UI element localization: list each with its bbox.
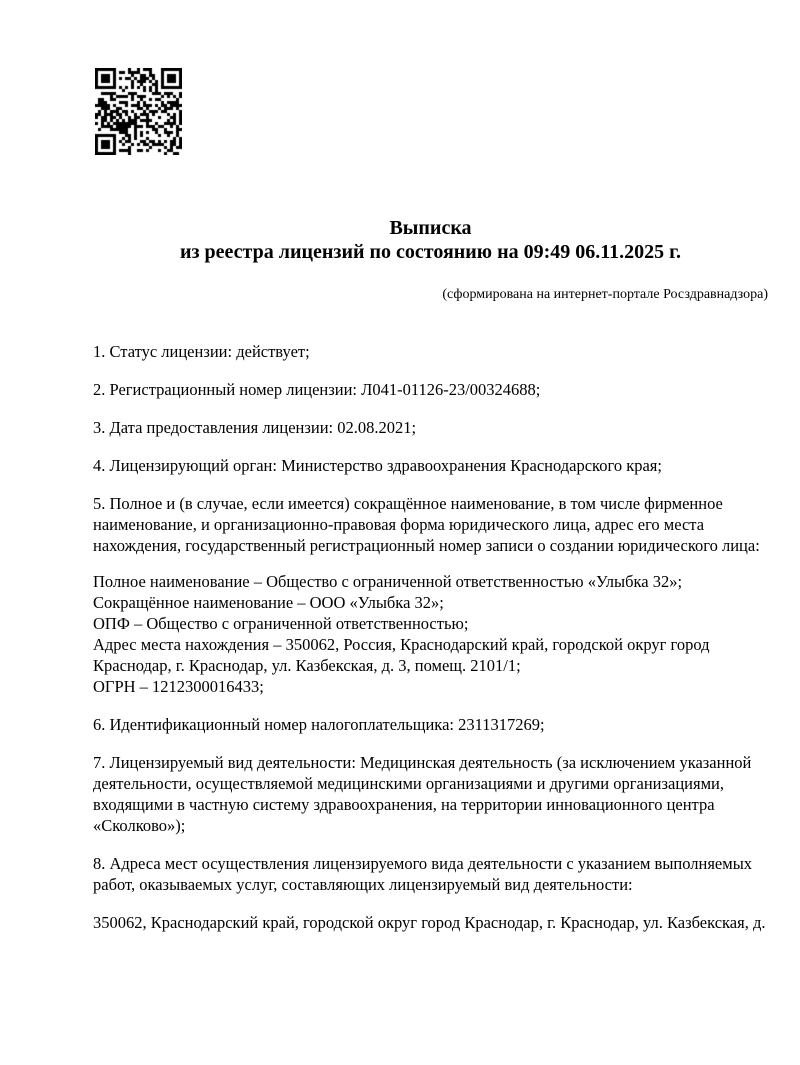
document-title <box>93 216 768 264</box>
org-address: Адрес места нахождения – 350062, Россия, Краснодарский край, городской округ город Краснодар, г. Краснодар, ул. Казбекская, д. 3, помещ. 2101/1; <box>93 635 710 675</box>
license-status: 1. Статус лицензии: действует; <box>93 342 310 361</box>
title-line-2: из реестра лицензий по состоянию на 09:49 06.11.2025 г. <box>179 241 681 263</box>
document-content <box>93 216 768 933</box>
qr-code <box>95 68 182 155</box>
title-line-1: Выписка <box>389 217 472 239</box>
licensed-activity: 7. Лицензируемый вид деятельности: Медицинская деятельность (за исключением указанной деятельности, осуществляемой медицинскими организациями и другими организациями, входящими в частную систему здравоохранения, на территории инновационного центра «Сколково»); <box>93 753 752 835</box>
taxpayer-inn: 6. Идентификационный номер налогоплательщика: 2311317269; <box>93 715 545 734</box>
activity-address: 350062, Краснодарский край, городской округ город Краснодар, г. Краснодар, ул. Казбекская, д. <box>93 913 766 932</box>
org-ogrn: ОГРН – 1212300016433; <box>93 677 264 696</box>
activity-addresses-heading: 8. Адреса мест осуществления лицензируемого вида деятельности с указанием выполняемых работ, оказываемых услуг, составляющих лицензируемый вид деятельности: <box>93 854 753 894</box>
org-details <box>93 571 768 697</box>
org-legal-form: ОПФ – Общество с ограниченной ответственностью; <box>93 614 469 633</box>
license-reg-number: 2. Регистрационный номер лицензии: Л041-01126-23/00324688; <box>93 380 541 399</box>
org-short-name: Сокращённое наименование – ООО «Улыбка 32»; <box>93 593 444 612</box>
formation-note: (сформирована на интернет-портале Росздравнадзора) <box>442 287 768 302</box>
license-grant-date: 3. Дата предоставления лицензии: 02.08.2021; <box>93 418 417 437</box>
org-info-heading: 5. Полное и (в случае, если имеется) сокращённое наименование, в том числе фирменное наименование, и организационно-правовая форма юридического лица, адрес его места нахождения, государственный регистрационный номер записи о создании юридического лица: <box>93 494 760 555</box>
licensing-authority: 4. Лицензирующий орган: Министерство здравоохранения Краснодарского края; <box>93 456 662 475</box>
org-full-name: Полное наименование – Общество с ограниченной ответственностью «Улыбка 32»; <box>93 572 683 591</box>
